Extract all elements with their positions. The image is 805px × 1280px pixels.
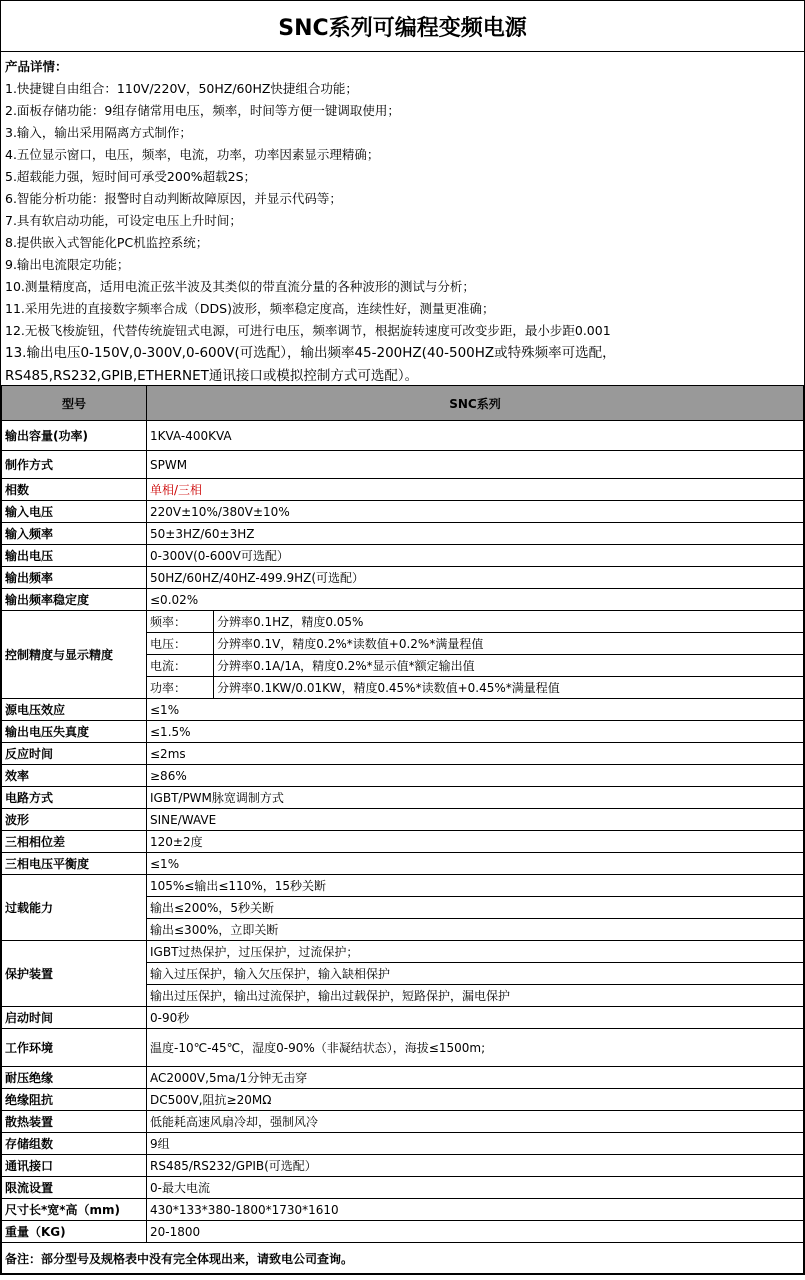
row-label: 制作方式 [2, 451, 147, 479]
row-value: 220V±10%/380V±10% [147, 501, 804, 523]
detail-item: 5.超载能力强，短时间可承受200%超载2S； [5, 169, 257, 184]
row-label: 保护装置 [2, 941, 147, 1007]
row-label: 波形 [2, 809, 147, 831]
row-value: 0-90秒 [147, 1007, 804, 1029]
row-value: 20-1800 [147, 1221, 804, 1243]
row-label: 源电压效应 [2, 699, 147, 721]
overload-list [147, 875, 803, 940]
column-header-series: SNC系列 [147, 386, 804, 421]
row-label: 输出容量(功率) [2, 421, 147, 451]
row-label: 反应时间 [2, 743, 147, 765]
row-value: ≤1.5% [147, 721, 804, 743]
row-value: SINE/WAVE [147, 809, 804, 831]
detail-item: 1.快捷键自由组合：110V/220V，50HZ/60HZ快捷组合功能； [5, 81, 358, 96]
table-row [2, 1111, 804, 1133]
row-label: 启动时间 [2, 1007, 147, 1029]
detail-item: 7.具有软启动功能，可设定电压上升时间； [5, 213, 242, 228]
list-item: 输出≤200%，5秒关断 [147, 897, 803, 919]
row-value: RS485/RS232/GPIB(可选配） [147, 1155, 804, 1177]
row-label: 三相相位差 [2, 831, 147, 853]
table-row [2, 545, 804, 567]
row-label: 通讯接口 [2, 1155, 147, 1177]
row-value: 单相/三相 [147, 479, 804, 501]
row-value: 120±2度 [147, 831, 804, 853]
row-value: AC2000V,5ma/1分钟无击穿 [147, 1067, 804, 1089]
row-label: 控制精度与显示精度 [2, 611, 147, 699]
footnote-row [2, 1243, 804, 1274]
table-row [2, 721, 804, 743]
row-value: SPWM [147, 451, 804, 479]
table-row [2, 787, 804, 809]
row-value: ≤1% [147, 853, 804, 875]
detail-item: 8.提供嵌入式智能化PC机监控系统； [5, 235, 209, 250]
row-label: 效率 [2, 765, 147, 787]
sub-key: 电压： [147, 633, 214, 655]
table-row [2, 1067, 804, 1089]
table-row [2, 875, 804, 941]
row-label: 重量（KG) [2, 1221, 147, 1243]
row-label: 尺寸长*宽*高（mm) [2, 1199, 147, 1221]
row-value: 0-最大电流 [147, 1177, 804, 1199]
sub-value: 分辨率0.1A/1A，精度0.2%*显示值*额定输出值 [214, 655, 804, 677]
table-row [2, 1089, 804, 1111]
row-value: ≤0.02% [147, 589, 804, 611]
detail-item: 9.输出电流限定功能； [5, 257, 130, 272]
row-label: 输入电压 [2, 501, 147, 523]
table-row [2, 1221, 804, 1243]
page-title: SNC系列可编程变频电源 [1, 1, 804, 52]
table-row [2, 589, 804, 611]
row-value: 温度-10℃-45℃，湿度0-90%（非凝结状态），海拔≤1500m; [147, 1029, 804, 1067]
column-header-model: 型号 [2, 386, 147, 421]
detail-item: 4.五位显示窗口，电压，频率，电流，功率，功率因素显示理精确； [5, 147, 380, 162]
table-row [2, 567, 804, 589]
row-value: 50±3HZ/60±3HZ [147, 523, 804, 545]
row-value: 0-300V(0-600V可选配） [147, 545, 804, 567]
detail-item: 10.测量精度高，适用电流正弦半波及其类似的带直流分量的各种波形的测试与分析； [5, 279, 475, 294]
table-row [2, 421, 804, 451]
table-row [2, 809, 804, 831]
product-details [1, 52, 804, 386]
sub-value: 分辨率0.1KW/0.01KW，精度0.45%*读数值+0.45%*满量程值 [217, 681, 560, 695]
table-row [2, 1177, 804, 1199]
sub-key: 功率： [147, 677, 214, 699]
row-label: 工作环境 [2, 1029, 147, 1067]
list-item: 105%≤输出≤110%，15秒关断 [147, 875, 803, 897]
row-label: 输出频率稳定度 [2, 589, 147, 611]
row-value: ≤2ms [147, 743, 804, 765]
row-label: 散热装置 [2, 1111, 147, 1133]
table-row [2, 831, 804, 853]
row-label: 过载能力 [2, 875, 147, 941]
table-row [2, 501, 804, 523]
row-label: 输出电压 [2, 545, 147, 567]
sub-value: 分辨率0.1HZ，精度0.05% [214, 611, 804, 633]
table-row [2, 1133, 804, 1155]
table-row [2, 743, 804, 765]
table-row [2, 1199, 804, 1221]
row-label: 输出频率 [2, 567, 147, 589]
row-value: 50HZ/60HZ/40HZ-499.9HZ(可选配） [147, 567, 804, 589]
row-label: 绝缘阻抗 [2, 1089, 147, 1111]
table-row [2, 699, 804, 721]
detail-item: 11.采用先进的直接数字频率合成（DDS)波形，频率稳定度高，连续性好，测量更准确； [5, 301, 495, 316]
table-row [2, 611, 804, 699]
row-label: 限流设置 [2, 1177, 147, 1199]
detail-item: 13.输出电压0-150V,0-300V,0-600V(可选配），输出频率45-200HZ(40-500HZ或特殊频率可选配，RS485,RS232,GPIB,ETHERNET通讯接口或模拟控制方式可选配）。 [5, 345, 616, 384]
table-row [2, 853, 804, 875]
sub-key: 电流： [147, 655, 214, 677]
protection-list [147, 941, 803, 1006]
list-item: 输入过压保护，输入欠压保护，输入缺相保护 [147, 963, 803, 985]
table-row [2, 1007, 804, 1029]
detail-item: 2.面板存储功能：9组存储常用电压，频率，时间等方便一键调取使用； [5, 103, 400, 118]
row-value: 1KVA-400KVA [147, 421, 804, 451]
table-header-row [2, 386, 804, 421]
table-row [2, 1029, 804, 1067]
sub-key: 频率： [147, 611, 214, 633]
row-label: 相数 [2, 479, 147, 501]
table-row [2, 479, 804, 501]
table-row [2, 1155, 804, 1177]
list-item: 输出过压保护，输出过流保护，输出过载保护，短路保护，漏电保护 [150, 989, 511, 1003]
row-value [147, 941, 804, 1007]
table-row [2, 765, 804, 787]
row-value [147, 611, 804, 699]
row-label: 输入频率 [2, 523, 147, 545]
row-label: 三相电压平衡度 [2, 853, 147, 875]
row-value: 低能耗高速风扇冷却，强制风冷 [147, 1111, 804, 1133]
row-value: IGBT/PWM脉宽调制方式 [147, 787, 804, 809]
precision-subtable [147, 611, 803, 698]
table-row [2, 941, 804, 1007]
list-item: 输出≤300%，立即关断 [150, 923, 279, 937]
table-row [2, 523, 804, 545]
details-heading: 产品详情： [5, 59, 68, 74]
row-label: 电路方式 [2, 787, 147, 809]
spec-table [1, 386, 804, 1274]
detail-item: 12.无极飞梭旋钮，代替传统旋钮式电源，可进行电压，频率调节，根据旋转速度可改变步距，最小步距0.001 [5, 323, 611, 338]
row-value [147, 875, 804, 941]
row-value: DC500V,阻抗≥20MΩ [147, 1089, 804, 1111]
row-value: 9组 [147, 1133, 804, 1155]
row-label: 存储组数 [2, 1133, 147, 1155]
detail-item: 3.输入，输出采用隔离方式制作； [5, 125, 192, 140]
row-value: 430*133*380-1800*1730*1610 [147, 1199, 804, 1221]
detail-item: 6.智能分析功能：报警时自动判断故障原因，并显示代码等； [5, 191, 342, 206]
row-label: 输出电压失真度 [2, 721, 147, 743]
table-row [2, 451, 804, 479]
row-label: 耐压绝缘 [2, 1067, 147, 1089]
list-item: IGBT过热保护，过压保护，过流保护； [147, 941, 803, 963]
row-value: ≤1% [147, 699, 804, 721]
footnote: 备注：部分型号及规格表中没有完全体现出来，请致电公司查询。 [2, 1243, 804, 1274]
row-value: ≥86% [147, 765, 804, 787]
sub-value: 分辨率0.1V，精度0.2%*读数值+0.2%*满量程值 [214, 633, 804, 655]
